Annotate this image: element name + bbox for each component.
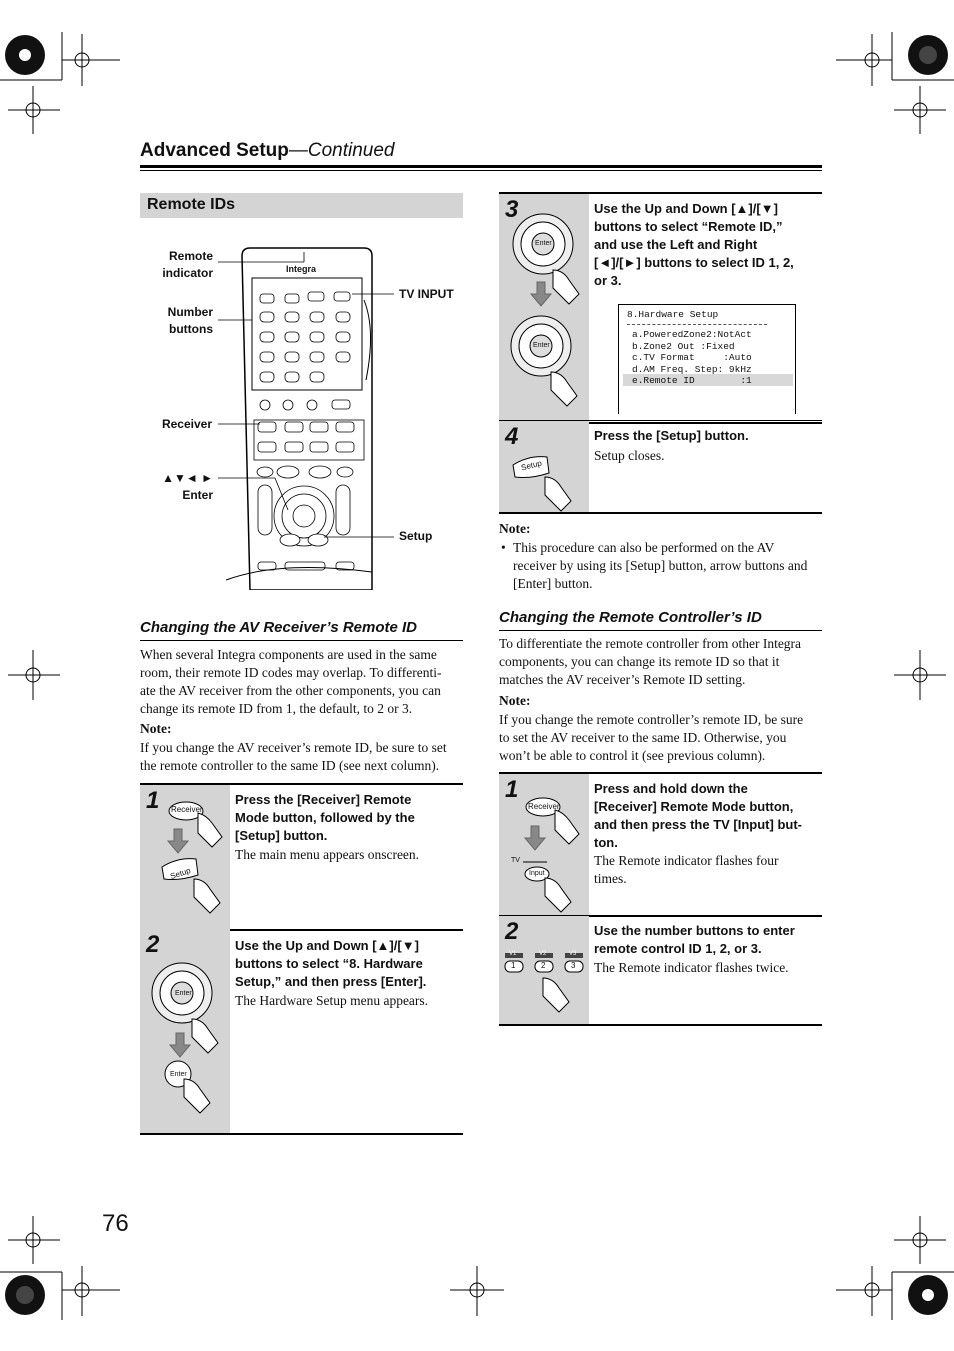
left-subheading-rule <box>140 640 463 641</box>
label-setup: Setup <box>399 529 433 543</box>
left-step-1 <box>140 783 463 931</box>
label-number-buttons <box>140 304 213 338</box>
number-buttons-hand-icon <box>499 916 589 1024</box>
number-button-2: 2 <box>541 961 546 970</box>
right-paragraph <box>499 635 829 689</box>
enter-dial-hand-icon <box>140 929 230 1133</box>
header-continued: —Continued <box>288 140 395 161</box>
label-tv-input: TV INPUT <box>399 287 454 301</box>
section-title: Remote IDs <box>147 196 236 213</box>
text-line: buttons to select “Remote ID,” <box>594 219 783 234</box>
text-line: The Remote indicator flashes four <box>594 853 779 868</box>
text-line: Use the Up and Down [▲]/[▼] <box>235 938 419 953</box>
right-step-4 <box>499 420 822 514</box>
step-illustration-panel <box>499 194 589 422</box>
input-button-label: Input <box>529 870 545 877</box>
text-line: Use the Up and Down [▲]/[▼] <box>594 201 778 216</box>
step-description: Setup closes. <box>594 448 665 463</box>
label-remote-indicator <box>140 248 213 282</box>
text-line: Press and hold down the <box>594 781 748 796</box>
left-note-label: Note: <box>140 721 172 736</box>
lcd-row: e.Remote ID :1 <box>632 375 752 386</box>
text-line: change its remote ID from 1, the default, to 2 or 3. <box>140 701 413 716</box>
label-arrows-enter <box>140 470 213 504</box>
text-line: or 3. <box>594 273 622 288</box>
v3-label: V3 <box>569 951 577 957</box>
text-line: times. <box>594 871 627 886</box>
text-line: to set the AV receiver to the same ID. Otherwise, you <box>499 730 787 745</box>
dial-arrow-hand-icon <box>499 194 589 422</box>
left-note <box>140 739 470 775</box>
number-button-1: 1 <box>511 961 516 970</box>
step-title: Press the [Setup] button. <box>594 428 749 443</box>
right-step-2 <box>499 915 822 1026</box>
enter-button-label: Enter <box>533 342 550 349</box>
left-paragraph <box>140 646 470 718</box>
text-line: ate the AV receiver from the other components, you can <box>140 683 441 698</box>
text-line: matches the AV receiver’s Remote ID setting. <box>499 672 746 687</box>
label-receiver: Receiver <box>161 417 212 431</box>
v2-label: V2 <box>539 951 547 957</box>
label-line: Number <box>167 305 213 319</box>
text-line: To differentiate the remote controller from other Integra <box>499 636 802 651</box>
header-title: Advanced Setup <box>140 140 289 161</box>
setup-button-label: Setup <box>520 458 543 473</box>
text-line: [Setup] button. <box>235 828 328 843</box>
text-line: won’t be able to control it (see previous column). <box>499 748 766 763</box>
step-number: 1 <box>505 776 519 803</box>
step-title <box>594 780 802 852</box>
step-title <box>235 937 426 991</box>
v1-label: V1 <box>509 951 517 957</box>
tv-label: TV <box>511 857 520 864</box>
step-illustration-panel <box>499 916 589 1024</box>
text-line: the remote controller to the same ID (see next column). <box>140 758 440 773</box>
remote-brand-logo: Integra <box>286 264 317 274</box>
step-number: 1 <box>146 787 160 814</box>
right-note2-label: Note: <box>499 693 531 708</box>
text-line: When several Integra components are used in the same <box>140 647 437 662</box>
step-title <box>594 922 795 958</box>
left-step-2 <box>140 929 463 1135</box>
step-illustration-panel <box>140 785 230 929</box>
step-number: 4 <box>505 423 519 450</box>
left-subheading: Changing the AV Receiver’s Remote ID <box>140 619 418 636</box>
step-description: The main menu appears onscreen. <box>235 847 420 862</box>
bullet-dot: • <box>501 540 506 555</box>
page-number: 76 <box>102 1210 129 1237</box>
right-subheading-rule <box>499 630 822 631</box>
label-line: Remote <box>168 249 213 263</box>
enter-button-label: Enter <box>170 1071 187 1078</box>
step-illustration-panel <box>499 421 589 512</box>
step-number: 2 <box>505 918 519 945</box>
text-line: remote control ID 1, 2, or 3. <box>594 941 762 956</box>
text-line: If you change the remote controller’s remote ID, be sure <box>499 712 804 727</box>
header-rule <box>140 165 822 168</box>
label-line: buttons <box>169 322 213 336</box>
step-description <box>594 852 778 888</box>
text-line: components, you can change its remote ID so that it <box>499 654 780 669</box>
text-line: Setup,” and then press [Enter]. <box>235 974 427 989</box>
text-line: receiver by using its [Setup] button, arrow buttons and <box>513 558 808 573</box>
lcd-row: d.AM Freq. Step: 9kHz <box>632 363 752 375</box>
text-line: [Enter] button. <box>513 576 593 591</box>
text-line: Mode button, followed by the <box>235 810 415 825</box>
setup-hand-icon <box>499 421 589 512</box>
step-illustration-panel <box>499 774 589 915</box>
lcd-title: 8.Hardware Setup <box>627 309 719 320</box>
step-title <box>594 200 794 290</box>
step-number: 2 <box>146 931 160 958</box>
right-step-1 <box>499 772 822 917</box>
right-note <box>499 539 829 593</box>
step-description: The Hardware Setup menu appears. <box>235 993 429 1008</box>
enter-button-label: Enter <box>535 240 552 247</box>
text-line: This procedure can also be performed on the AV <box>513 540 775 555</box>
right-subheading: Changing the Remote Controller’s ID <box>499 609 762 626</box>
label-enter: Enter <box>182 488 213 502</box>
label-arrows: ▲▼◄ ► <box>162 471 213 485</box>
lcd-divider <box>627 324 767 325</box>
bullet-item <box>499 539 829 593</box>
right-step-3 <box>499 192 822 424</box>
text-line: [◄]/[►] buttons to select ID 1, 2, <box>594 255 794 270</box>
text-line: Use the number buttons to enter <box>594 923 795 938</box>
receiver-input-hand-icon <box>499 774 589 915</box>
text-line: buttons to select “8. Hardware <box>235 956 423 971</box>
right-note2 <box>499 711 829 765</box>
lcd-row: a.PoweredZone2:NotAct <box>632 329 752 340</box>
lcd-row: c.TV Format :Auto <box>632 352 752 363</box>
header-rule-thin <box>140 170 822 171</box>
step-description: The Remote indicator flashes twice. <box>594 960 789 975</box>
enter-button-label: Enter <box>175 990 192 997</box>
page-header <box>140 140 395 162</box>
text-line: If you change the AV receiver’s remote ID, be sure to set <box>140 740 447 755</box>
text-line: ton. <box>594 835 618 850</box>
text-line: Press the [Receiver] Remote <box>235 792 412 807</box>
text-line: room, their remote ID codes may overlap. To differenti- <box>140 665 442 680</box>
step-illustration-panel <box>140 929 230 1133</box>
text-line: and then press the TV [Input] but- <box>594 817 802 832</box>
lcd-row: b.Zone2 Out :Fixed <box>632 340 735 352</box>
text-line: and use the Left and Right <box>594 237 758 252</box>
setup-button-label: Setup <box>169 865 192 882</box>
right-note-label: Note: <box>499 521 531 536</box>
step-number: 3 <box>505 196 519 223</box>
receiver-button-label: Receiver <box>171 805 203 814</box>
step-title <box>235 791 415 845</box>
hardware-setup-lcd <box>618 304 796 414</box>
receiver-button-label: Receiver <box>528 802 560 811</box>
section-heading <box>140 193 463 218</box>
remote-figure <box>140 240 463 590</box>
text-line: [Receiver] Remote Mode button, <box>594 799 794 814</box>
number-button-3: 3 <box>571 961 576 970</box>
label-line: indicator <box>162 266 213 280</box>
